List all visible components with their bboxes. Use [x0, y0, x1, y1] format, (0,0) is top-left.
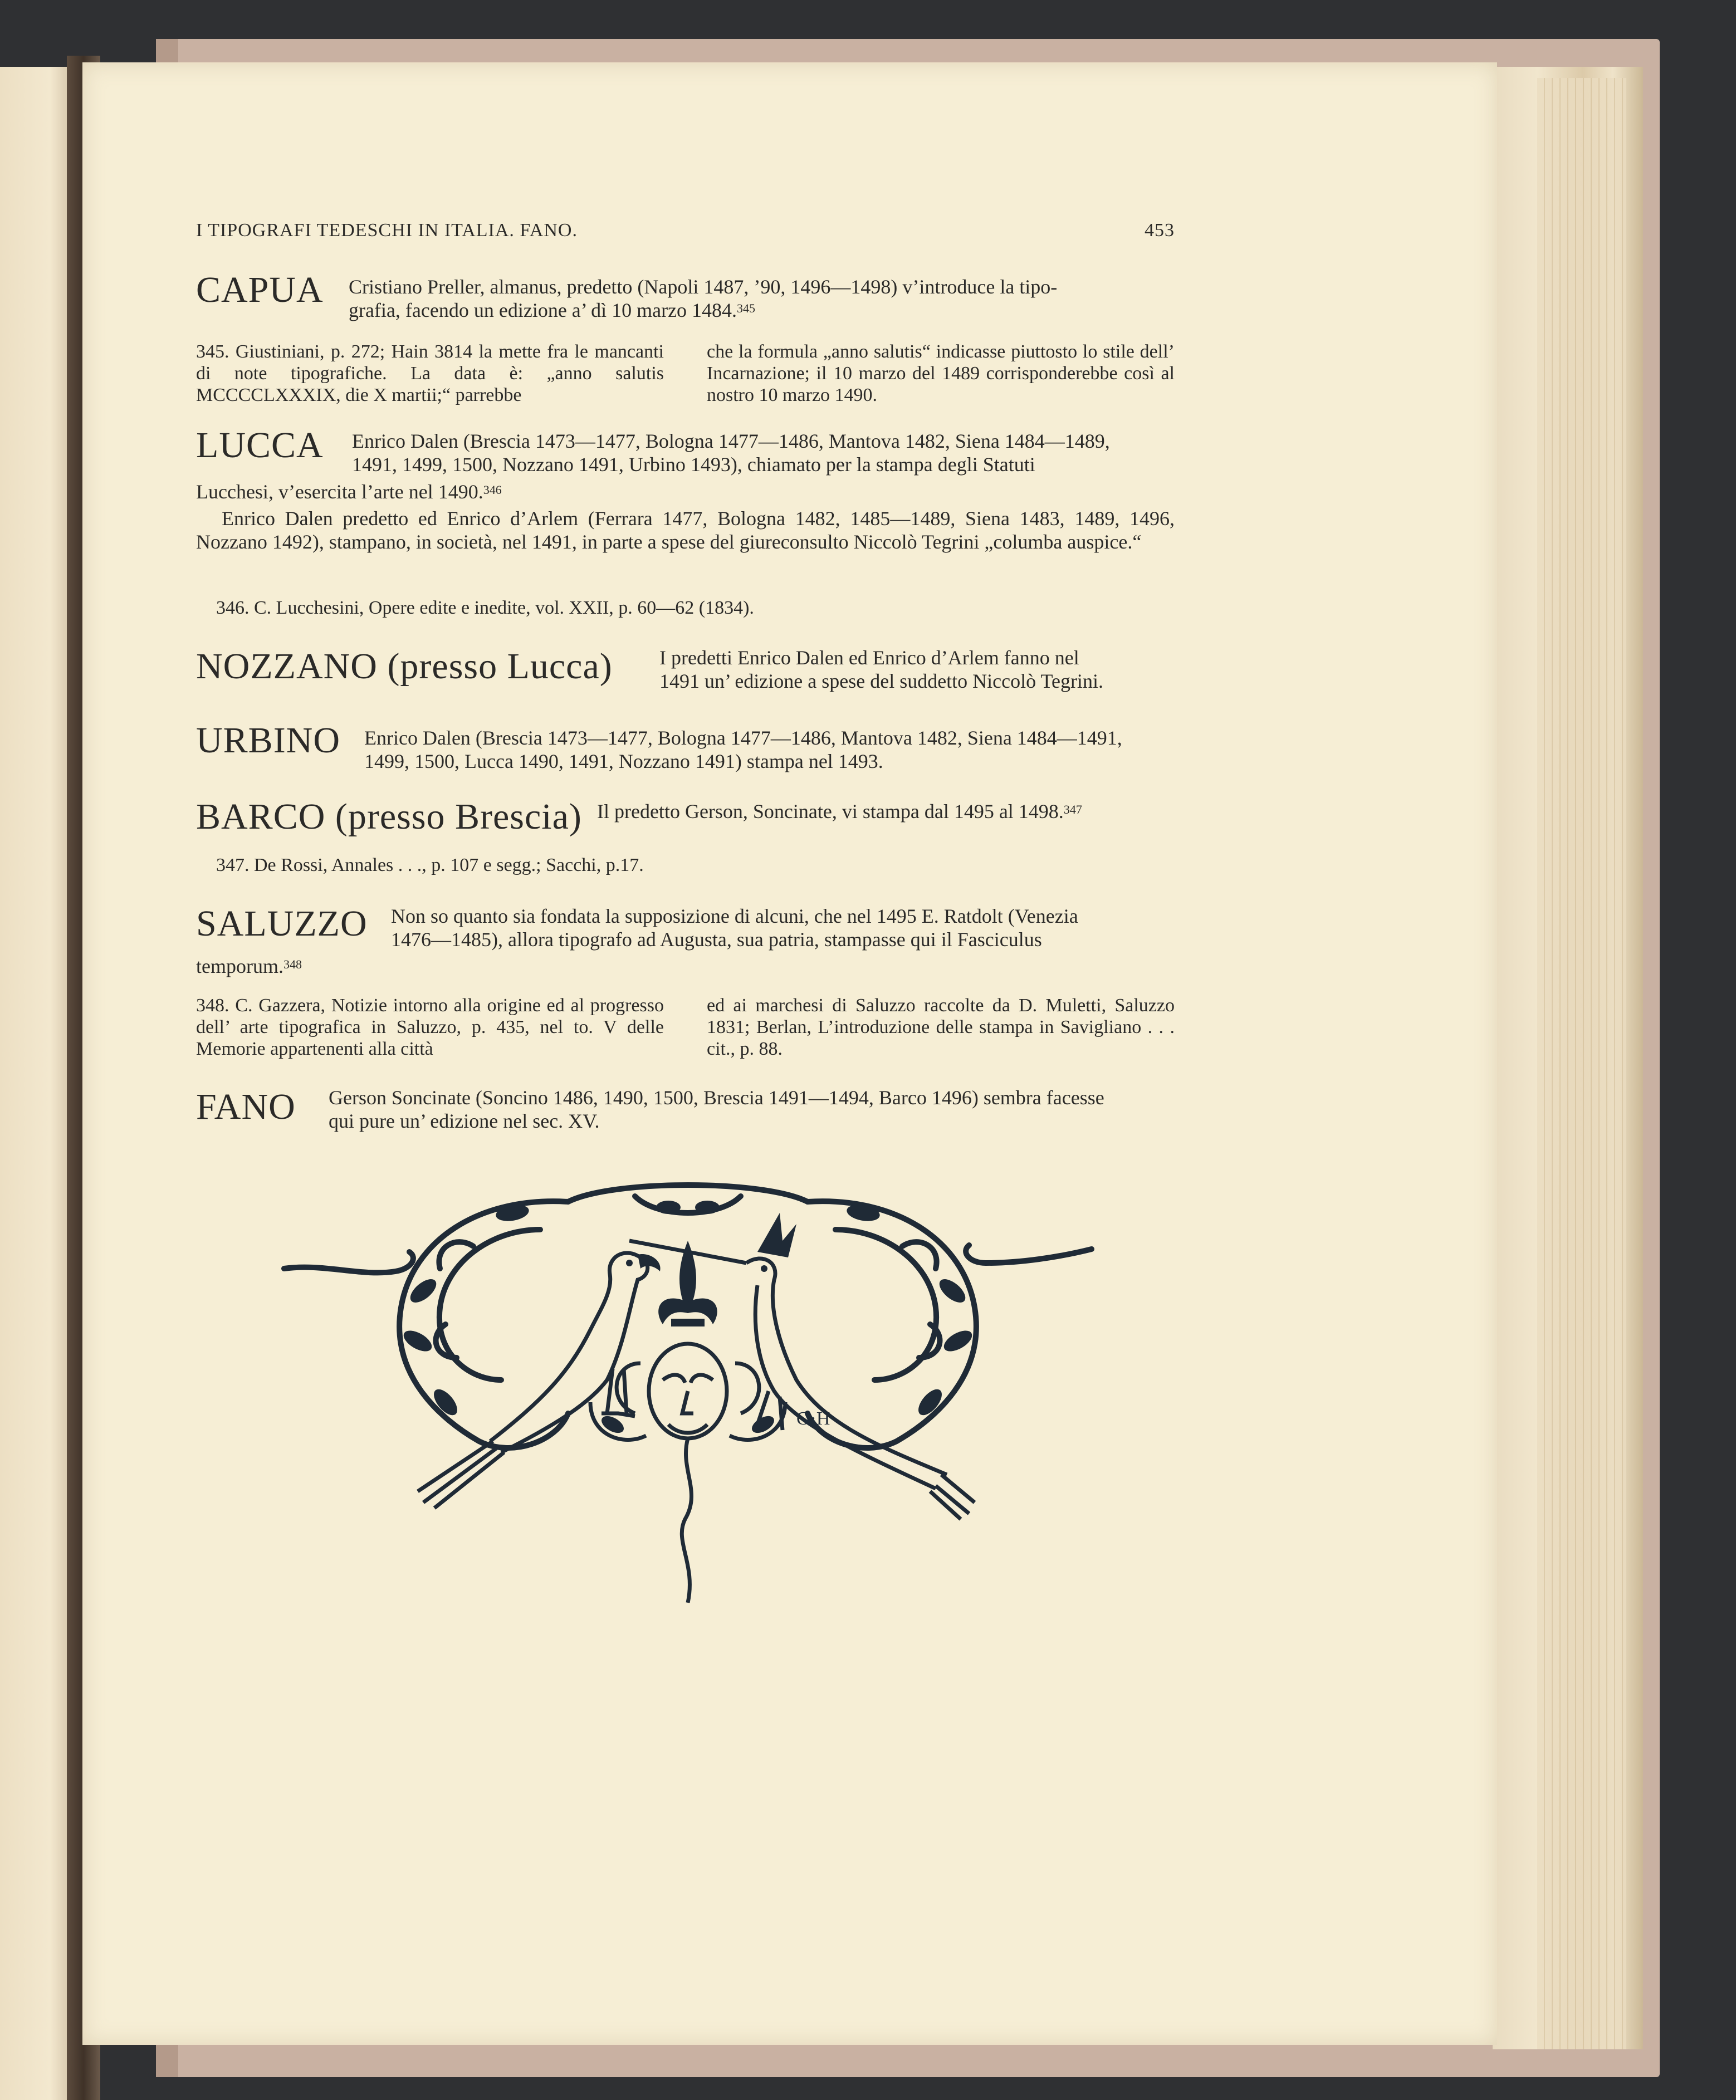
heading-barco: BARCO (presso Brescia): [196, 796, 582, 837]
saluzzo-text-top: [391, 904, 1175, 951]
running-head-title: I TIPOGRAFI TEDESCHI IN ITALIA. FANO.: [196, 220, 578, 241]
grotesque-mask: [590, 1344, 785, 1603]
heading-fano: FANO: [196, 1086, 296, 1127]
lucca-text-rest: [196, 480, 1175, 554]
fano-line-1: Gerson Soncinate (Soncino 1486, 1490, 1500, Brescia 1491—1494, Barco 1496) sembra facesse: [329, 1086, 1104, 1109]
fano-line-2: qui pure un’ edizione nel sec. XV.: [329, 1110, 600, 1132]
heading-urbino: URBINO: [196, 720, 341, 761]
heading-nozzano: NOZZANO (presso Lucca): [196, 646, 613, 687]
barco-line-1: Il predetto Gerson, Soncinate, vi stampa dal 1495 al 1498.$^{347}$: [597, 800, 1082, 823]
lucca-text-top: [352, 429, 1175, 476]
footnote-345: [196, 341, 1175, 406]
footnote-ref-345[interactable]: 345: [737, 301, 756, 315]
footnote-ref-347[interactable]: 347: [1063, 802, 1082, 816]
saluzzo-line-3: temporum.$^{348}$: [196, 955, 302, 977]
nozzano-line-2: 1491 un’ edizione a spese del suddetto Niccolò Tegrini.: [659, 670, 1103, 692]
running-head: [196, 220, 1175, 241]
heading-saluzzo: SALUZZO: [196, 903, 368, 944]
nozzano-line-1: I predetti Enrico Dalen ed Enrico d’Arlem fanno nel: [659, 647, 1079, 669]
capua-line-1: Cristiano Preller, almanus, predetto (Napoli 1487, ’90, 1496—1498) v’introduce la tipo-: [349, 276, 1058, 298]
footnote-346: 346. C. Lucchesini, Opere edite e inedite, vol. XXII, p. 60—62 (1834).: [216, 598, 754, 618]
saluzzo-text-rest: [196, 954, 1175, 978]
right-flourish: [966, 1245, 1092, 1263]
lucca-line-1: Enrico Dalen (Brescia 1473—1477, Bologna 1477—1486, Mantova 1482, Siena 1484—1489,: [352, 430, 1110, 452]
urbino-text: [364, 726, 1175, 773]
footnote-347: 347. De Rossi, Annales . . ., p. 107 e segg.; Sacchi, p.17.: [216, 855, 644, 875]
footnote-ref-348[interactable]: 348: [283, 957, 302, 971]
parrot-figure: [418, 1253, 648, 1508]
nozzano-text: [659, 646, 1175, 693]
footnote-348-col-1: 348. C. Gazzera, Notizie intorno alla origine ed al progresso dell’ arte tipografica in Saluzzo, p. 435, nel to. V delle Memorie appartenenti alla città: [196, 995, 664, 1059]
footnote-345-col-2: che la formula „anno salutis“ indicasse piuttosto lo stile dell’ Incarnazione; il 10 marzo del 1489 corrisponderebbe così al nostro 10 marzo 1490.: [707, 341, 1175, 405]
saluzzo-line-2: 1476—1485), allora tipografo ad Augusta, sua patria, stampasse qui il Fasciculus: [391, 928, 1042, 951]
footnote-ref-346[interactable]: 346: [483, 483, 502, 497]
page-number: 453: [1145, 220, 1175, 241]
fano-text: [329, 1086, 1175, 1133]
left-flourish: [284, 1252, 413, 1272]
page-edges-layers: [1537, 78, 1626, 2049]
saluzzo-line-1: Non so quanto sia fondata la supposizione di alcuni, che nel 1495 E. Ratdolt (Venezia: [391, 905, 1078, 927]
lucca-line-3: Lucchesi, v’esercita l’arte nel 1490.$^{346}$: [196, 481, 502, 503]
decorative-vignette: [278, 1179, 1097, 1608]
heading-lucca: LUCCA: [196, 425, 324, 466]
footnote-345-col-1: 345. Giustiniani, p. 272; Hain 3814 la mette fra le mancanti di note tipografiche. La data è: „anno salutis MCCCCLXXXIX, die X martii;“ parrebbe: [196, 341, 664, 405]
footnote-348: [196, 995, 1175, 1060]
footnote-348-col-2: ed ai marchesi di Saluzzo raccolte da D. Muletti, Saluzzo 1831; Berlan, L’introduzione delle stampa in Savigliano . . . cit., p. 88.: [707, 995, 1175, 1059]
capua-text: [349, 275, 1175, 322]
vignette-monogram: O·H: [796, 1408, 830, 1429]
urbino-line-2: 1499, 1500, Lucca 1490, 1491, Nozzano 1491) stampa nel 1493.: [364, 750, 883, 772]
capua-line-2: grafia, facendo un edizione a’ dì 10 marzo 1484.$^{345}$: [349, 299, 756, 321]
lucca-paragraph-2: Enrico Dalen predetto ed Enrico d’Arlem (Ferrara 1477, Bologna 1482, 1485—1489, Siena 1483, 1489, 1496, Nozzano 1492), stampano, in società, nel 1491, in parte a spese del giureconsulto Niccolò Tegrini „columba auspice.“: [196, 507, 1175, 553]
barco-text: [597, 800, 1176, 823]
heading-capua: CAPUA: [196, 270, 324, 310]
lucca-line-2: 1491, 1499, 1500, Nozzano 1491, Urbino 1493), chiamato per la stampa degli Statuti: [352, 453, 1035, 476]
urbino-line-1: Enrico Dalen (Brescia 1473—1477, Bologna 1477—1486, Mantova 1482, Siena 1484—1491,: [364, 727, 1122, 749]
